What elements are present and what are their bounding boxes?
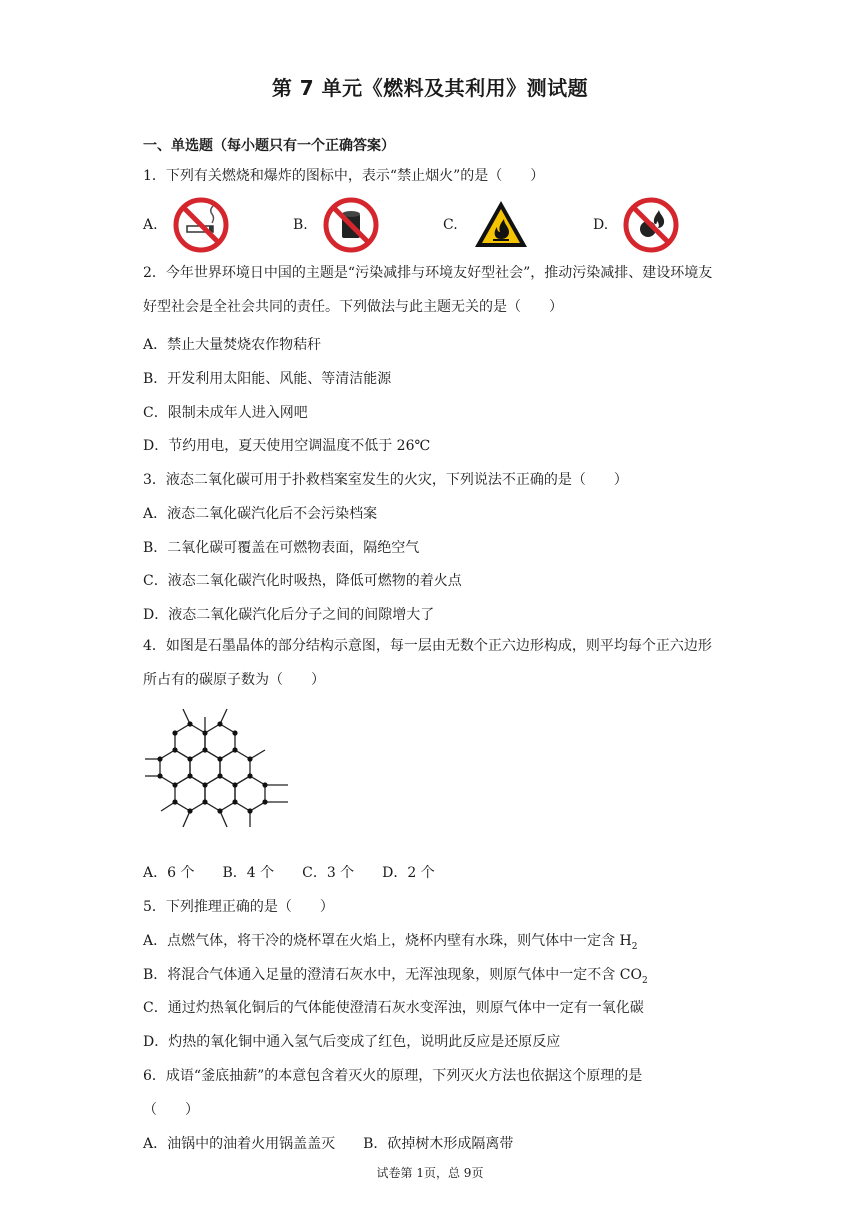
question-1-options <box>143 195 703 255</box>
question-2-option-b: B．开发利用太阳能、风能、等清洁能源 <box>143 371 392 387</box>
question-2-stem: 2．今年世界环境日中国的主题是“污染减排与环境友好型社会”，推动污染减排、建设环境友好型社会是全社会共同的责任。下列做法与此主题无关的是（ ） <box>143 265 713 315</box>
graphite-structure-diagram <box>143 703 293 843</box>
option-label: C. <box>443 217 458 233</box>
question-5-option-b <box>143 964 648 986</box>
option-text: A．点燃气体，将干冷的烧杯罩在火焰上，烧杯内壁有水珠，则气体中一定含 H <box>143 933 632 949</box>
question-4-options: A．6 个 B．4 个 C．3 个 D．2 个 <box>143 865 435 881</box>
question-2-option-c: C．限制未成年人进入网吧 <box>143 405 308 421</box>
option-label: B. <box>293 217 308 233</box>
no-smoking-sign-icon <box>173 197 229 253</box>
question-2-option-d: D．节约用电，夏天使用空调温度不低于 26℃ <box>143 438 431 454</box>
no-fireworks-sign-icon <box>323 197 379 253</box>
option-b <box>293 195 379 255</box>
question-1-stem: 1．下列有关燃烧和爆炸的图标中，表示“禁止烟火”的是（ ） <box>143 168 545 184</box>
question-3-option-a: A．液态二氧化碳汽化后不会污染档案 <box>143 506 378 522</box>
page-title: 第 7 单元《燃料及其利用》测试题 <box>271 76 589 100</box>
subscript: 2 <box>631 941 638 952</box>
section-heading: 一、单选题（每小题只有一个正确答案） <box>143 138 395 154</box>
option-a <box>143 195 229 255</box>
question-5-option-d: D．灼热的氧化铜中通入氢气后变成了红色，说明此反应是还原反应 <box>143 1034 561 1050</box>
option-label: A. <box>143 217 158 233</box>
question-5-option-a <box>143 930 638 952</box>
flammable-warning-sign-icon <box>473 197 529 253</box>
no-open-flame-sign-icon <box>623 197 679 253</box>
question-5-stem: 5．下列推理正确的是（ ） <box>143 899 334 915</box>
question-6-options: A．油锅中的油着火用锅盖盖灭 B．砍掉树木形成隔离带 <box>143 1136 514 1152</box>
question-3-option-c: C．液态二氧化碳汽化时吸热，降低可燃物的着火点 <box>143 573 462 589</box>
option-c <box>443 195 529 255</box>
question-3-stem: 3．液态二氧化碳可用于扑救档案室发生的火灾，下列说法不正确的是（ ） <box>143 472 628 488</box>
question-4-stem: 4．如图是石墨晶体的部分结构示意图，每一层由无数个正六边形构成，则平均每个正六边形所占有的碳原子数为（ ） <box>143 638 712 688</box>
question-5-option-c: C．通过灼热氧化铜后的气体能使澄清石灰水变浑浊，则原气体中一定有一氧化碳 <box>143 1000 644 1016</box>
question-2-option-a: A．禁止大量焚烧农作物秸秆 <box>143 337 322 353</box>
page-footer: 试卷第 1页，总 9页 <box>376 1166 484 1180</box>
question-3-option-d: D．液态二氧化碳汽化后分子之间的间隙增大了 <box>143 607 435 623</box>
subscript: 2 <box>641 975 648 986</box>
question-3-option-b: B．二氧化碳可覆盖在可燃物表面，隔绝空气 <box>143 540 420 556</box>
question-6-stem: 6．成语“釜底抽薪”的本意包含着灭火的原理，下列灭火方法也依据这个原理的是 <box>143 1068 643 1084</box>
option-text: B．将混合气体通入足量的澄清石灰水中，无浑浊现象，则原气体中一定不含 CO <box>143 967 642 983</box>
option-label: D. <box>593 217 609 233</box>
option-d <box>593 195 679 255</box>
question-6-stem-cont: （ ） <box>143 1102 199 1118</box>
